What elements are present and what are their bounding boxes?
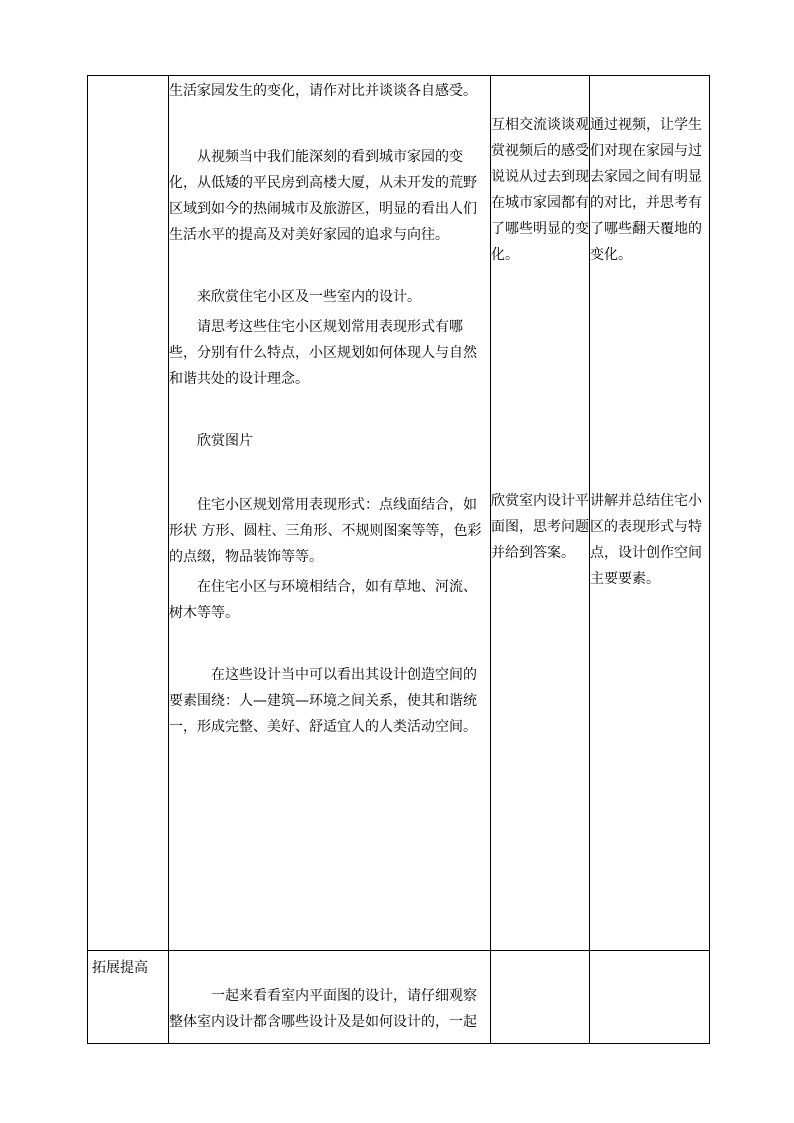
table-row: [88, 76, 710, 951]
student-activity-cell: [491, 76, 590, 951]
content-paragraph: 一起来看看室内平面图的设计，请仔细观察整体室内设计都含哪些设计及是如何设计的，一起: [169, 988, 477, 1030]
intent-paragraph: 通过视频，让学生们对现在家园与过去家园之间有明显的对比，并思考有了哪些翻天覆地的变化。: [590, 117, 702, 263]
student-activity-cell: [491, 951, 590, 1044]
teaching-content-cell: [169, 951, 491, 1044]
activity-paragraph: 欣赏室内设计平面图，思考问题并给到答案。: [491, 493, 589, 561]
table-row: [88, 951, 710, 1044]
content-paragraph: 来欣赏住宅小区及一些室内的设计。: [197, 289, 421, 305]
content-paragraph: 在住宅小区与环境相结合，如有草地、河流、树木等等。: [169, 579, 477, 621]
teaching-content-cell: [169, 76, 491, 951]
content-paragraph: 住宅小区规划常用表现形式：点线面结合，如形状 方形、圆柱、三角形、不规则图案等等，色彩的点缀，物品装饰等等。: [169, 497, 482, 565]
stage-label: 拓展提高: [92, 960, 148, 976]
lesson-plan-table: [87, 75, 710, 1044]
design-intent-cell: [590, 76, 710, 951]
content-paragraph: 欣赏图片: [197, 433, 253, 449]
activity-paragraph: 互相交流谈谈观赏视频后的感受说说从过去到现在城市家园都有了哪些明显的变化。: [491, 117, 589, 263]
content-paragraph: 请思考这些住宅小区规划常用表现形式有哪些，分别有什么特点，小区规划如何体现人与自然和谐共处的设计理念。: [169, 319, 477, 387]
content-paragraph: 从视频当中我们能深刻的看到城市家园的变化，从低矮的平民房到高楼大厦，从未开发的荒野区域到如今的热闹城市及旅游区，明显的看出人们生活水平的提高及对美好家园的追求与向往。: [169, 149, 477, 243]
stage-cell: [88, 76, 169, 951]
stage-cell: [88, 951, 169, 1044]
intent-paragraph: 讲解并总结住宅小区的表现形式与特点，设计创作空间主要要素。: [590, 493, 702, 587]
content-paragraph: 生活家园发生的变化，请作对比并谈谈各自感受。: [169, 83, 477, 99]
design-intent-cell: [590, 951, 710, 1044]
content-paragraph: 在这些设计当中可以看出其设计创造空间的要素围绕：人—建筑—环境之间关系，使其和谐统一，形成完整、美好、舒适宜人的人类活动空间。: [169, 667, 477, 735]
